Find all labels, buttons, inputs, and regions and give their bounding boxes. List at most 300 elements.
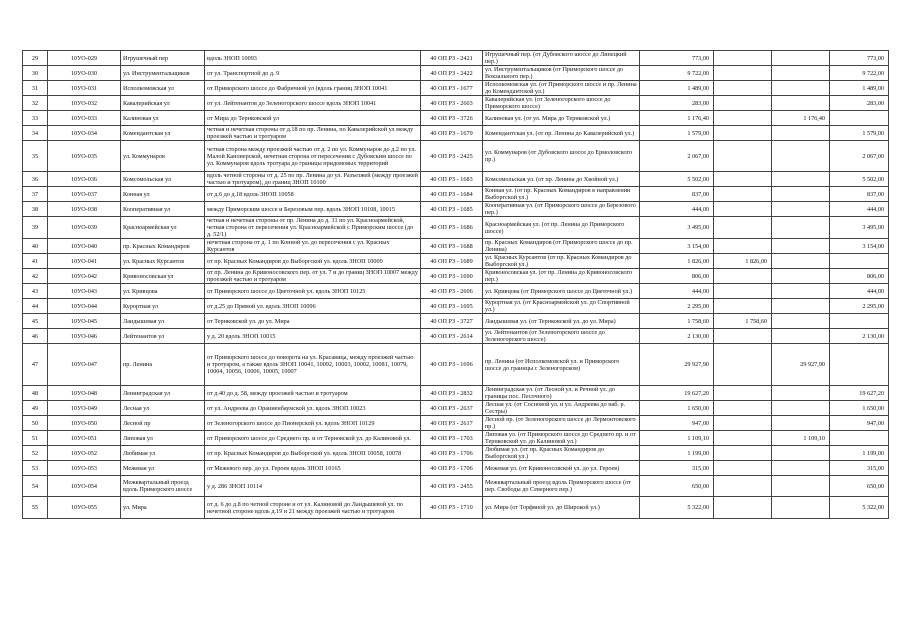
area-col-3-cell [830,111,889,126]
row-number-cell: 35 [23,141,48,172]
area-col-2-cell [772,497,830,519]
registry-number-cell: 40 ОП РЗ - 1710 [421,497,483,519]
road-name-cell: ул. Красных Курсантов [121,254,205,269]
area-total-cell: 1 176,40 [640,111,714,126]
section-description-cell: от Мира до Тернковской ул [205,111,421,126]
area-col-2-cell: 29 927,90 [772,344,830,386]
area-col-2-cell [772,269,830,284]
area-col-2-cell: 1 109,10 [772,431,830,446]
registry-number-cell: 40 ОП РЗ - 1703 [421,431,483,446]
area-total-cell: 2 295,00 [640,299,714,314]
road-address-cell: Ленинградская ул. (от Лесной ул. и Речной ул. до границы пос. Песочного) [483,386,640,401]
registry-number-cell: 40 ОП РЗ - 2425 [421,141,483,172]
area-col-1-cell [714,239,772,254]
area-col-3-cell: 773,00 [830,51,889,66]
area-col-2-cell [772,461,830,476]
road-name-cell: Исполкомовская ул [121,81,205,96]
section-description-cell: между Приморским шоссе и Березовым пер. вдоль ЗНОП 10108, 10015 [205,202,421,217]
table-row [23,497,889,519]
road-address-cell: пр. Красных Командиров (от Приморского шоссе до пр. Ленина) [483,239,640,254]
area-total-cell: 2 130,00 [640,329,714,344]
area-col-1-cell [714,446,772,461]
road-code-cell: 10УО-040 [48,239,121,254]
area-col-1-cell [714,476,772,497]
road-name-cell: Липовая ул [121,431,205,446]
row-number-cell: 36 [23,172,48,187]
row-number-cell: 42 [23,269,48,284]
road-name-cell: Кооперативная ул [121,202,205,217]
area-total-cell: 1 199,00 [640,446,714,461]
area-col-3-cell [830,344,889,386]
table-row [23,254,889,269]
area-col-1-cell [714,461,772,476]
registry-number-cell: 40 ОП РЗ - 1685 [421,202,483,217]
row-number-cell: 32 [23,96,48,111]
area-col-1-cell [714,431,772,446]
section-description-cell: от Зеленогорского шоссе до Пионерской ул. вдоль ЗНОП 10129 [205,416,421,431]
road-name-cell: Калиновая ул [121,111,205,126]
row-number-cell: 48 [23,386,48,401]
road-address-cell: пр. Ленина (от Исполкомовской ул. и Приморского шоссе до границы с Зеленогорском) [483,344,640,386]
registry-number-cell: 40 ОП РЗ - 3727 [421,314,483,329]
road-name-cell: ул. Кривцова [121,284,205,299]
registry-number-cell: 40 ОП РЗ - 2832 [421,386,483,401]
area-col-1-cell [714,202,772,217]
road-code-cell: 10УО-047 [48,344,121,386]
section-description-cell: от Тернковской ул. до ул. Мира [205,314,421,329]
road-code-cell: 10УО-038 [48,202,121,217]
road-name-cell: Любимая ул [121,446,205,461]
registry-number-cell: 40 ОП РЗ - 3726 [421,111,483,126]
area-col-1-cell [714,401,772,416]
area-total-cell: 773,00 [640,51,714,66]
area-total-cell: 283,00 [640,96,714,111]
road-code-cell: 10УО-035 [48,141,121,172]
road-name-cell: Лейтенантов ул [121,329,205,344]
road-name-cell: пр. Ленина [121,344,205,386]
table-row [23,416,889,431]
road-address-cell: Курортная ул. (от Красноармейской ул. до Спортивной ул.) [483,299,640,314]
road-address-cell: Красноармейская ул. (от пр. Ленина до Приморского шоссе) [483,217,640,239]
area-col-2-cell [772,299,830,314]
area-total-cell: 5 322,00 [640,497,714,519]
area-col-3-cell: 650,00 [830,476,889,497]
area-total-cell: 1 826,00 [640,254,714,269]
road-address-cell: Кавалерийская ул. (от Зеленогорского шоссе до Приморского шоссе) [483,96,640,111]
road-address-cell: ул. Мира (от Торфяной ул. до Широкой ул.) [483,497,640,519]
road-address-cell: Кривоносовская ул. (от пр. Ленина до Кривоносовского пер.) [483,269,640,284]
road-code-cell: 10УО-032 [48,96,121,111]
table-row [23,431,889,446]
road-address-cell: ул. Кривцова (от Приморского шоссе до Цветочной ул.) [483,284,640,299]
road-name-cell: пр. Красных Командиров [121,239,205,254]
area-col-2-cell [772,126,830,141]
registry-number-cell: 40 ОП РЗ - 1696 [421,344,483,386]
section-description-cell: от ул. Лейтенантов до Зеленогорского шоссе вдоль ЗНОП 10041 [205,96,421,111]
section-description-cell: у д. 286 ЗНОП 10114 [205,476,421,497]
row-number-cell: 43 [23,284,48,299]
road-code-cell: 10УО-037 [48,187,121,202]
registry-number-cell: 40 ОП РЗ - 2614 [421,329,483,344]
area-total-cell: 837,00 [640,187,714,202]
road-code-cell: 10УО-044 [48,299,121,314]
section-description-cell: от пр. Красных Командиров до Выборгской ул. вдоль ЗНОП 10058, 10078 [205,446,421,461]
table-row [23,187,889,202]
road-address-cell: Межевая ул. (от Кривоносовской ул. до ул. Героев) [483,461,640,476]
section-description-cell: от д.40 до д. 58, между проезжей частью и тротуаром [205,386,421,401]
road-name-cell: ул. Инструментальщиков [121,66,205,81]
row-number-cell: 31 [23,81,48,96]
registry-number-cell: 40 ОП РЗ - 2421 [421,51,483,66]
area-col-2-cell [772,284,830,299]
area-total-cell: 947,00 [640,416,714,431]
area-col-1-cell [714,269,772,284]
area-total-cell: 3 154,00 [640,239,714,254]
area-total-cell: 1 109,10 [640,431,714,446]
table-row [23,344,889,386]
registry-number-cell: 40 ОП РЗ - 1686 [421,217,483,239]
area-col-3-cell: 806,00 [830,269,889,284]
road-address-cell: Исполкомовская ул. (от Приморского шоссе и пр. Ленина до Комендантской ул.) [483,81,640,96]
area-col-3-cell [830,254,889,269]
table-row [23,269,889,284]
section-description-cell: вдоль ЗНОП 10093 [205,51,421,66]
road-address-cell: Липовая ул. (от Приморского шоссе до Среднего пр. и от Тернковской ул. до Калиновой ул.) [483,431,640,446]
road-name-cell: Ленинградская ул [121,386,205,401]
road-code-cell: 10УО-048 [48,386,121,401]
row-number-cell: 47 [23,344,48,386]
registry-number-cell: 40 ОП РЗ - 1695 [421,299,483,314]
area-col-3-cell: 19 627,20 [830,386,889,401]
area-col-2-cell [772,386,830,401]
area-col-1-cell [714,497,772,519]
road-code-cell: 10УО-034 [48,126,121,141]
area-total-cell: 3 495,00 [640,217,714,239]
area-col-3-cell: 2 130,00 [830,329,889,344]
table-row [23,386,889,401]
road-address-cell: Комсомольская ул. (от пр. Ленина до Хвойной ул.) [483,172,640,187]
area-col-1-cell [714,344,772,386]
area-total-cell: 9 722,00 [640,66,714,81]
section-description-cell: от Приморского шоссе до поворота на ул. Красавица, между проезжей частью и тротуаром, а также вдоль ЗНОП 10041, 10092, 10003, 10002, 10081, 10079, 10004, 10056, 10006, 10005, 10007 [205,344,421,386]
row-number-cell: 55 [23,497,48,519]
road-address-cell: Конная ул. (от пр. Красных Командиров в направлении Выборгской ул.) [483,187,640,202]
area-col-3-cell [830,314,889,329]
table-row [23,81,889,96]
area-col-2-cell [772,416,830,431]
row-number-cell: 40 [23,239,48,254]
registry-number-cell: 40 ОП РЗ - 1684 [421,187,483,202]
area-col-2-cell [772,239,830,254]
registry-number-cell: 40 ОП РЗ - 2455 [421,476,483,497]
road-code-cell: 10УО-052 [48,446,121,461]
registry-number-cell: 40 ОП РЗ - 1679 [421,126,483,141]
section-description-cell: от Приморского шоссе до Цветочной ул. вдоль ЗНОП 10125 [205,284,421,299]
road-name-cell: Комендантская ул [121,126,205,141]
table-row [23,329,889,344]
table-row [23,126,889,141]
area-total-cell: 444,00 [640,284,714,299]
area-col-2-cell [772,172,830,187]
section-description-cell: четная и нечетная стороны от д.18 по пр. Ленина, по Кавалерийской ул между проезжей частью и тротуаром [205,126,421,141]
area-col-1-cell [714,51,772,66]
road-code-cell: 10УО-039 [48,217,121,239]
road-address-cell: ул. Красных Курсантов (от пр. Красных Командиров до Выборгской ул.) [483,254,640,269]
road-address-cell: Калиновая ул. (от ул. Мира до Тернковской ул.) [483,111,640,126]
row-number-cell: 54 [23,476,48,497]
section-description-cell: от д. 6 до д.8 по четной стороне и от ул. Калиновой до Ландышевой ул. по нечетной стороне вдоль д.19 и 21 между проезжей частью и тротуаром [205,497,421,519]
road-name-cell: Красноармейская ул [121,217,205,239]
road-code-cell: 10УО-051 [48,431,121,446]
area-col-1-cell [714,299,772,314]
table-row [23,172,889,187]
road-address-cell: Любимая ул. (от пр. Красных Командиров до Выборгской ул.) [483,446,640,461]
area-col-3-cell: 444,00 [830,284,889,299]
area-col-1-cell: 1 758,60 [714,314,772,329]
area-col-3-cell: 283,00 [830,96,889,111]
row-number-cell: 30 [23,66,48,81]
row-number-cell: 53 [23,461,48,476]
row-number-cell: 52 [23,446,48,461]
road-address-cell: ул. Инструментальщиков (от Приморского шоссе до Вокзального пер.) [483,66,640,81]
area-col-1-cell [714,329,772,344]
road-code-cell: 10УО-049 [48,401,121,416]
area-col-2-cell [772,314,830,329]
area-total-cell: 650,00 [640,476,714,497]
road-name-cell: Комсомольская ул [121,172,205,187]
table-row [23,141,889,172]
area-col-1-cell [714,141,772,172]
register-sheet [22,50,888,519]
row-number-cell: 39 [23,217,48,239]
area-col-1-cell: 1 826,00 [714,254,772,269]
table-row [23,239,889,254]
table-row [23,111,889,126]
section-description-cell: от Приморского шоссе до Фабричной ул (вдоль границ ЗНОП 10041 [205,81,421,96]
registry-number-cell: 40 ОП РЗ - 2617 [421,416,483,431]
table-row [23,66,889,81]
road-code-cell: 10УО-033 [48,111,121,126]
road-address-cell: Межквартальный проезд вдоль Приморского шоссе (от пер. Свободы до Северного пер.) [483,476,640,497]
road-code-cell: 10УО-054 [48,476,121,497]
row-number-cell: 29 [23,51,48,66]
section-description-cell: четная сторона между проезжей частью от д. 2 по ул. Коммунаров до д.2 по ул. Малой Канонерской, нечетная сторона от пересечения с Дубовским шоссе по ул. Коммунаров вдоль тротуара до границы придомовых территорий [205,141,421,172]
road-register-table [22,50,889,519]
area-col-2-cell: 1 176,40 [772,111,830,126]
area-col-3-cell: 2 295,00 [830,299,889,314]
area-col-2-cell [772,96,830,111]
row-number-cell: 49 [23,401,48,416]
registry-number-cell: 40 ОП РЗ - 1706 [421,461,483,476]
area-col-3-cell: 2 067,00 [830,141,889,172]
road-address-cell: Лесная ул. (от Сосновой ул. и ул. Андреева до наб. р. Сестры) [483,401,640,416]
road-address-cell: ул. Лейтенантов (от Зеленогорского шоссе до Зеленогорского шоссе) [483,329,640,344]
section-description-cell: у д. 20 вдоль ЗНОП 10015 [205,329,421,344]
area-total-cell: 1 650,00 [640,401,714,416]
road-code-cell: 10УО-046 [48,329,121,344]
area-col-1-cell [714,172,772,187]
row-number-cell: 46 [23,329,48,344]
road-name-cell: Кавалерийская ул [121,96,205,111]
area-col-3-cell: 5 322,00 [830,497,889,519]
section-description-cell: от д.25 до Прямой ул. вдоль ЗНОП 10096 [205,299,421,314]
area-col-1-cell [714,96,772,111]
road-name-cell: Межевая ул [121,461,205,476]
area-col-2-cell [772,401,830,416]
area-col-2-cell [772,81,830,96]
road-name-cell: Лесной пр [121,416,205,431]
area-col-1-cell [714,81,772,96]
area-col-1-cell [714,386,772,401]
row-number-cell: 50 [23,416,48,431]
registry-number-cell: 40 ОП РЗ - 1706 [421,446,483,461]
road-name-cell: ул. Мира [121,497,205,519]
row-number-cell: 37 [23,187,48,202]
area-col-2-cell [772,187,830,202]
area-col-3-cell: 5 502,00 [830,172,889,187]
area-col-1-cell [714,66,772,81]
area-total-cell: 29 927,90 [640,344,714,386]
registry-number-cell: 40 ОП РЗ - 1688 [421,239,483,254]
road-address-cell: Лесной пр. (от Зеленогорского шоссе до Лермонтовского пр.) [483,416,640,431]
registry-number-cell: 40 ОП РЗ - 1677 [421,81,483,96]
road-code-cell: 10УО-042 [48,269,121,284]
registry-number-cell: 40 ОП РЗ - 1683 [421,172,483,187]
table-row [23,476,889,497]
row-number-cell: 33 [23,111,48,126]
table-body [23,51,889,519]
area-col-2-cell [772,254,830,269]
section-description-cell: от пр. Ленина до Кривоносовского пер. от ул. 7 и до границ ЗНОП 10007 между проезжей частью и тротуаром [205,269,421,284]
road-code-cell: 10УО-050 [48,416,121,431]
row-number-cell: 51 [23,431,48,446]
table-row [23,217,889,239]
area-col-3-cell: 947,00 [830,416,889,431]
area-col-2-cell [772,202,830,217]
road-code-cell: 10УО-055 [48,497,121,519]
area-col-1-cell [714,111,772,126]
area-total-cell: 1 579,00 [640,126,714,141]
road-code-cell: 10УО-041 [48,254,121,269]
road-name-cell: Курортная ул [121,299,205,314]
area-col-2-cell [772,141,830,172]
area-col-3-cell: 1 650,00 [830,401,889,416]
row-number-cell: 41 [23,254,48,269]
section-description-cell: от ул. Андреева до Ораниенбаумской ул. вдоль ЗНОП 10023 [205,401,421,416]
road-code-cell: 10УО-053 [48,461,121,476]
section-description-cell: нечетная сторона от д. 1 по Конной ул. до пересечения с ул. Красных Курсантов [205,239,421,254]
row-number-cell: 45 [23,314,48,329]
section-description-cell: четная и нечетная стороны от пр. Ленина до д. 31 по ул. Красноармейской, четная сторона от пересечения ул. Красноармейской с Приморским шоссе (до д. 52/1) [205,217,421,239]
area-col-1-cell [714,416,772,431]
section-description-cell: вдоль четной стороны от д. 25 по пр. Ленина до ул. Разъезжей (между проезжей частью и тротуаром), до границ ЗНОП 10100 [205,172,421,187]
section-description-cell: от Приморского шоссе до Среднего пр. и от Терновской ул. до Калиновой ул. [205,431,421,446]
area-col-1-cell [714,126,772,141]
area-total-cell: 2 067,00 [640,141,714,172]
area-col-3-cell: 3 495,00 [830,217,889,239]
area-col-3-cell: 1 489,00 [830,81,889,96]
row-number-cell: 34 [23,126,48,141]
area-col-3-cell: 444,00 [830,202,889,217]
area-col-1-cell [714,284,772,299]
area-col-1-cell [714,217,772,239]
registry-number-cell: 40 ОП РЗ - 1690 [421,269,483,284]
road-code-cell: 10УО-031 [48,81,121,96]
area-total-cell: 1 758,60 [640,314,714,329]
area-col-2-cell [772,66,830,81]
road-name-cell: Конная ул [121,187,205,202]
area-col-3-cell [830,431,889,446]
area-col-3-cell: 837,00 [830,187,889,202]
road-code-cell: 10УО-043 [48,284,121,299]
area-col-2-cell [772,329,830,344]
area-col-3-cell: 1 579,00 [830,126,889,141]
area-total-cell: 444,00 [640,202,714,217]
area-total-cell: 19 627,20 [640,386,714,401]
area-col-3-cell: 3 154,00 [830,239,889,254]
table-row [23,299,889,314]
table-row [23,51,889,66]
registry-number-cell: 40 ОП РЗ - 2637 [421,401,483,416]
row-number-cell: 44 [23,299,48,314]
area-total-cell: 315,00 [640,461,714,476]
area-col-2-cell [772,476,830,497]
area-total-cell: 5 502,00 [640,172,714,187]
road-name-cell: Игрушечный пер [121,51,205,66]
road-name-cell: ул. Коммунаров [121,141,205,172]
registry-number-cell: 40 ОП РЗ - 2606 [421,284,483,299]
road-code-cell: 10УО-030 [48,66,121,81]
road-name-cell: Лесная ул [121,401,205,416]
road-address-cell: Кооперативная ул. (от Приморского шоссе до Березового пер.) [483,202,640,217]
registry-number-cell: 40 ОП РЗ - 1689 [421,254,483,269]
registry-number-cell: 40 ОП РЗ - 2422 [421,66,483,81]
table-row [23,96,889,111]
road-address-cell: ул. Коммунаров (от Дубовского шоссе до Ермоловского пр.) [483,141,640,172]
registry-number-cell: 40 ОП РЗ - 2603 [421,96,483,111]
area-total-cell: 806,00 [640,269,714,284]
row-number-cell: 38 [23,202,48,217]
road-code-cell: 10УО-036 [48,172,121,187]
road-code-cell: 10УО-045 [48,314,121,329]
table-row [23,446,889,461]
table-row [23,202,889,217]
area-col-2-cell [772,51,830,66]
area-col-2-cell [772,217,830,239]
road-name-cell: Ландышевая ул [121,314,205,329]
table-row [23,401,889,416]
table-row [23,314,889,329]
area-total-cell: 1 489,00 [640,81,714,96]
road-name-cell: Кривоносовская ул [121,269,205,284]
section-description-cell: от Межевого пер. до ул. Героев вдоль ЗНОП 10165 [205,461,421,476]
area-col-3-cell: 315,00 [830,461,889,476]
section-description-cell: от ул. Транспортной до д. 9 [205,66,421,81]
road-address-cell: Игрушечный пер. (от Дубовского шоссе до Липецкий пер.) [483,51,640,66]
road-name-cell: Межквартальный проезд вдоль Приморского шоссе [121,476,205,497]
section-description-cell: от д.6 до д.18 вдоль ЗНОП 10058 [205,187,421,202]
area-col-3-cell: 9 722,00 [830,66,889,81]
road-address-cell: Ландышевая ул. (от Тернковской ул. до ул. Мира) [483,314,640,329]
road-code-cell: 10УО-029 [48,51,121,66]
area-col-2-cell [772,446,830,461]
area-col-1-cell [714,187,772,202]
road-address-cell: Комендантская ул. (от пр. Ленина до Кавалерийской ул.) [483,126,640,141]
section-description-cell: от пр. Красных Командиров до Выборгской ул. вдоль ЗНОП 10009 [205,254,421,269]
table-row [23,461,889,476]
table-row [23,284,889,299]
area-col-3-cell: 1 199,00 [830,446,889,461]
